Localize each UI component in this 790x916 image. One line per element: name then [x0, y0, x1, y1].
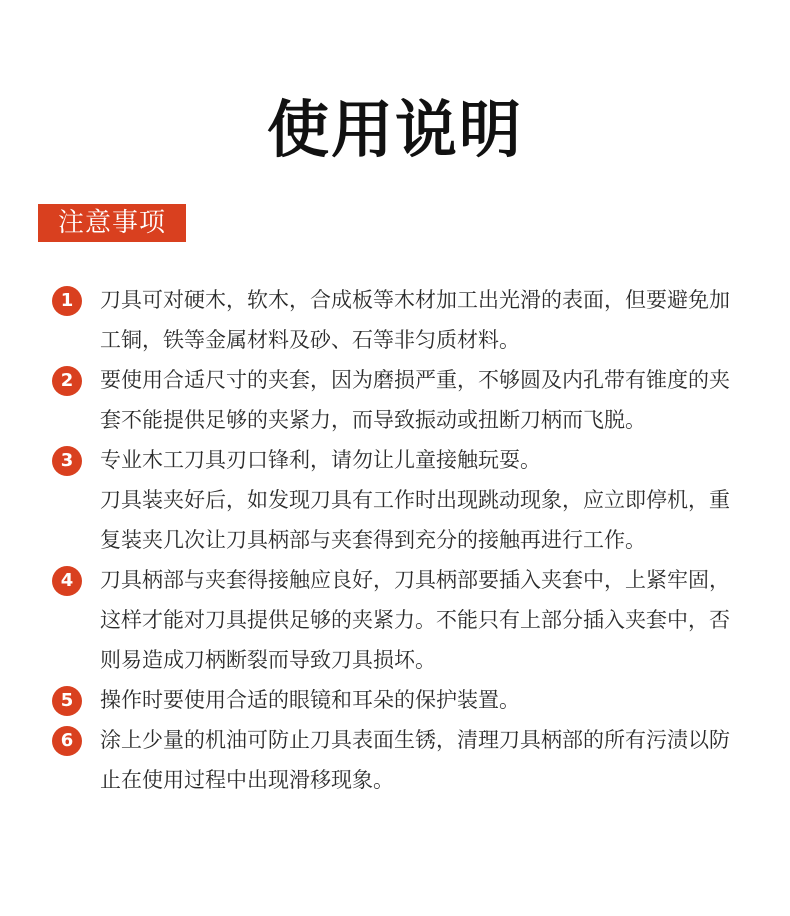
number-badge-icon: 4 [52, 566, 82, 596]
note-item-4 [52, 560, 742, 680]
notes-list [52, 280, 742, 800]
number-badge-icon: 5 [52, 686, 82, 716]
note-text: 刀具可对硬木，软木，合成板等木材加工出光滑的表面，但要避免加工铜，铁等金属材料及砂、石等非匀质材料。 [100, 288, 730, 352]
number-badge-icon: 6 [52, 726, 82, 756]
note-text: 要使用合适尺寸的夹套，因为磨损严重，不够圆及内孔带有锥度的夹套不能提供足够的夹紧力，而导致振动或扭断刀柄而飞脱。 [100, 368, 730, 432]
note-text: 操作时要使用合适的眼镜和耳朵的保护装置。 [100, 688, 520, 712]
number-badge-icon: 3 [52, 446, 82, 476]
note-item-2 [52, 360, 742, 440]
section-tag-notice: 注意事项 [38, 204, 186, 242]
note-text: 专业木工刀具刃口锋利，请勿让儿童接触玩耍。 [100, 448, 541, 472]
number-badge-icon: 2 [52, 366, 82, 396]
note-text: 刀具柄部与夹套得接触应良好，刀具柄部要插入夹套中，上紧牢固，这样才能对刀具提供足够的夹紧力。不能只有上部分插入夹套中，否则易造成刀柄断裂而导致刀具损坏。 [100, 568, 730, 672]
note-item-5 [52, 680, 742, 720]
note-item-3 [52, 440, 742, 560]
note-text: 刀具装夹好后，如发现刀具有工作时出现跳动现象，应立即停机，重复装夹几次让刀具柄部与夹套得到充分的接触再进行工作。 [100, 488, 730, 552]
number-badge-icon: 1 [52, 286, 82, 316]
note-item-6 [52, 720, 742, 800]
note-item-1 [52, 280, 742, 360]
note-text: 涂上少量的机油可防止刀具表面生锈，清理刀具柄部的所有污渍以防止在使用过程中出现滑移现象。 [100, 728, 730, 792]
page-title: 使用说明 [266, 93, 523, 166]
